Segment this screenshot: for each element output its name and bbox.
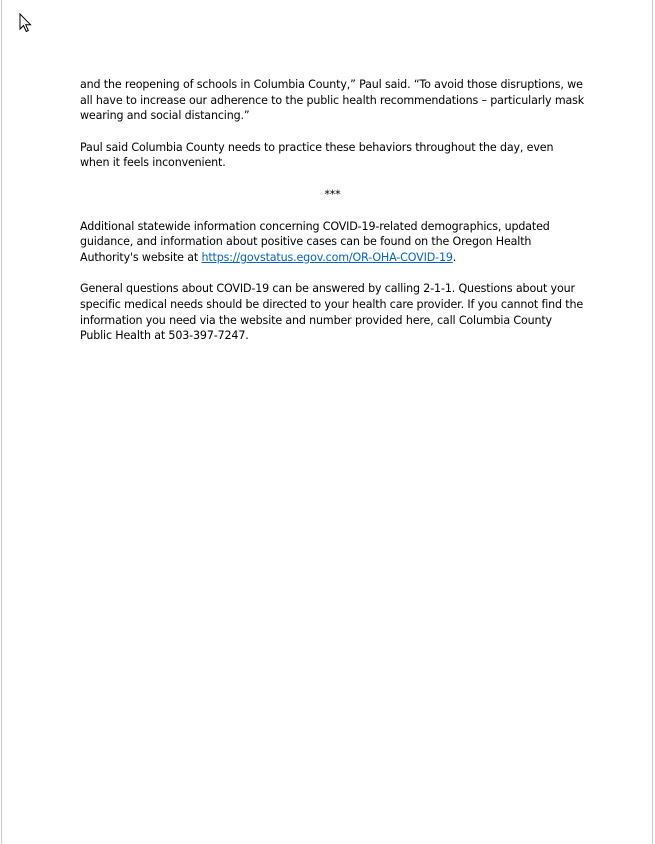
statewide-info-period: . [452, 250, 457, 264]
paragraph-statewide-info [80, 219, 585, 266]
paragraph-behaviors: Paul said Columbia County needs to practice these behaviors throughout the day, even when it feels inconvenient. [80, 140, 554, 170]
paragraph-quote: and the reopening of schools in Columbia County,” Paul said. “To avoid those disruptions, we all have to increase our adherence to the public health recommendations – particularly mask wearing and social distancing.” [80, 78, 585, 123]
paragraph-general-questions: General questions about COVID-19 can be answered by calling 2-1-1. Questions about your specific medical needs should be directed to your health care provider. If you cannot find the information you need via the website and number provided here, call Columbia County Public Health at 503-397-7247. [80, 282, 584, 343]
oha-covid-link[interactable]: https://govstatus.egov.com/OR-OHA-COVID-19 [201, 250, 453, 264]
document-body [80, 77, 585, 360]
document-page [1, 0, 653, 844]
mouse-pointer-icon [19, 13, 33, 33]
section-separator: *** [324, 187, 341, 201]
statewide-info-text: Additional statewide information concerning COVID-19-related demographics, updated guidance, and information about positive cases can be found on the Oregon Health Authority's website at [80, 219, 550, 264]
